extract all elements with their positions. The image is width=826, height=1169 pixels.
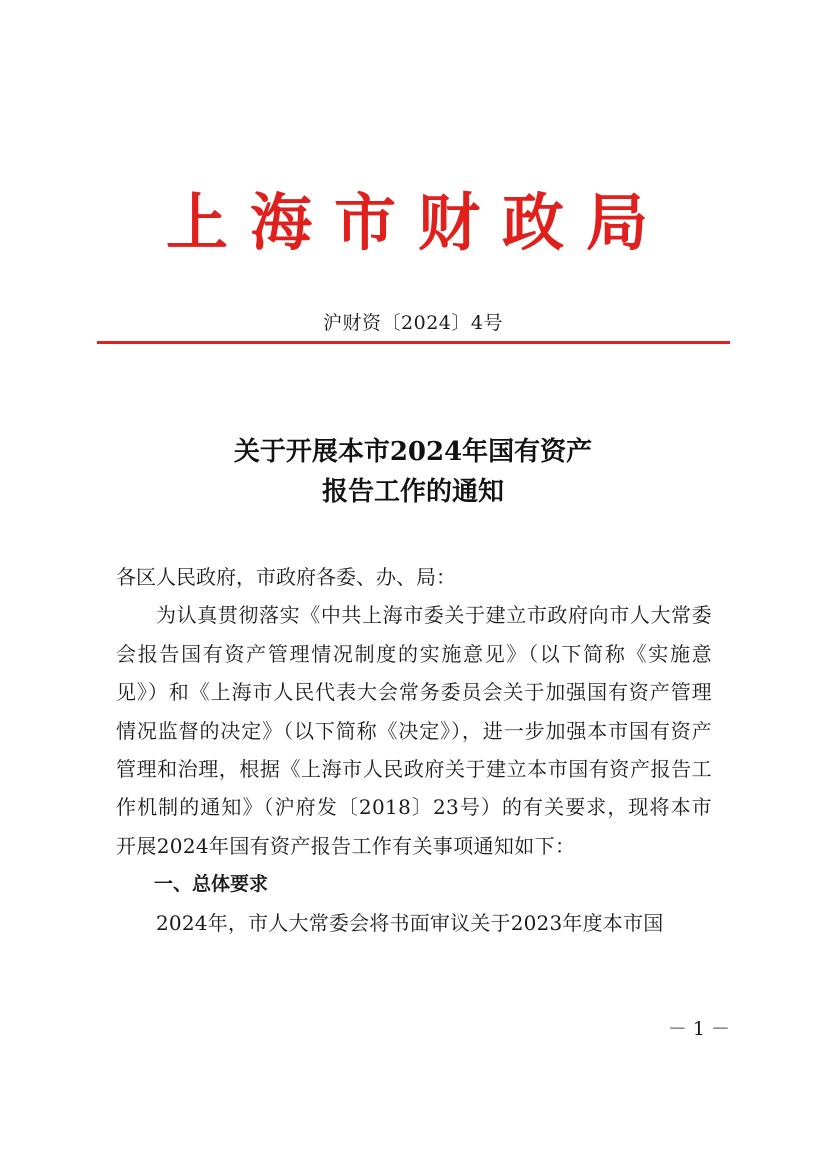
red-separator-line: [97, 341, 730, 344]
notice-title-line-1: 关于开展本市2024年国有资产: [233, 437, 593, 467]
notice-title: [0, 432, 826, 512]
section-heading: 一、总体要求: [154, 873, 269, 896]
notice-title-line-2: 报告工作的通知: [321, 477, 504, 507]
salutation: 各区人民政府，市政府各委、办、局：: [116, 565, 456, 589]
document-number: 沪财资〔2024〕4号: [323, 312, 503, 334]
body-paragraph: 为认真贯彻落实《中共上海市委关于建立市政府向市人大常委会报告国有资产管理情况制度的实施意见》（以下简称《实施意见》）和《上海市人民代表大会常务委员会关于加强国有资产管理情况监督的决定》（以下简称《决定》），进一步加强本市国有资产管理和治理，根据《上海市人民政府关于建立本市国有资产报告工作机制的通知》（沪府发〔2018〕23号）的有关要求，现将本市开展2024年国有资产报告工作有关事项通知如下：: [116, 603, 712, 858]
document-body: [116, 558, 712, 942]
page-number: － 1 －: [667, 1018, 730, 1040]
section-paragraph: 2024年，市人大常委会将书面审议关于2023年度本市国: [156, 910, 664, 935]
letterhead-title: 上海市财政局: [165, 186, 670, 259]
